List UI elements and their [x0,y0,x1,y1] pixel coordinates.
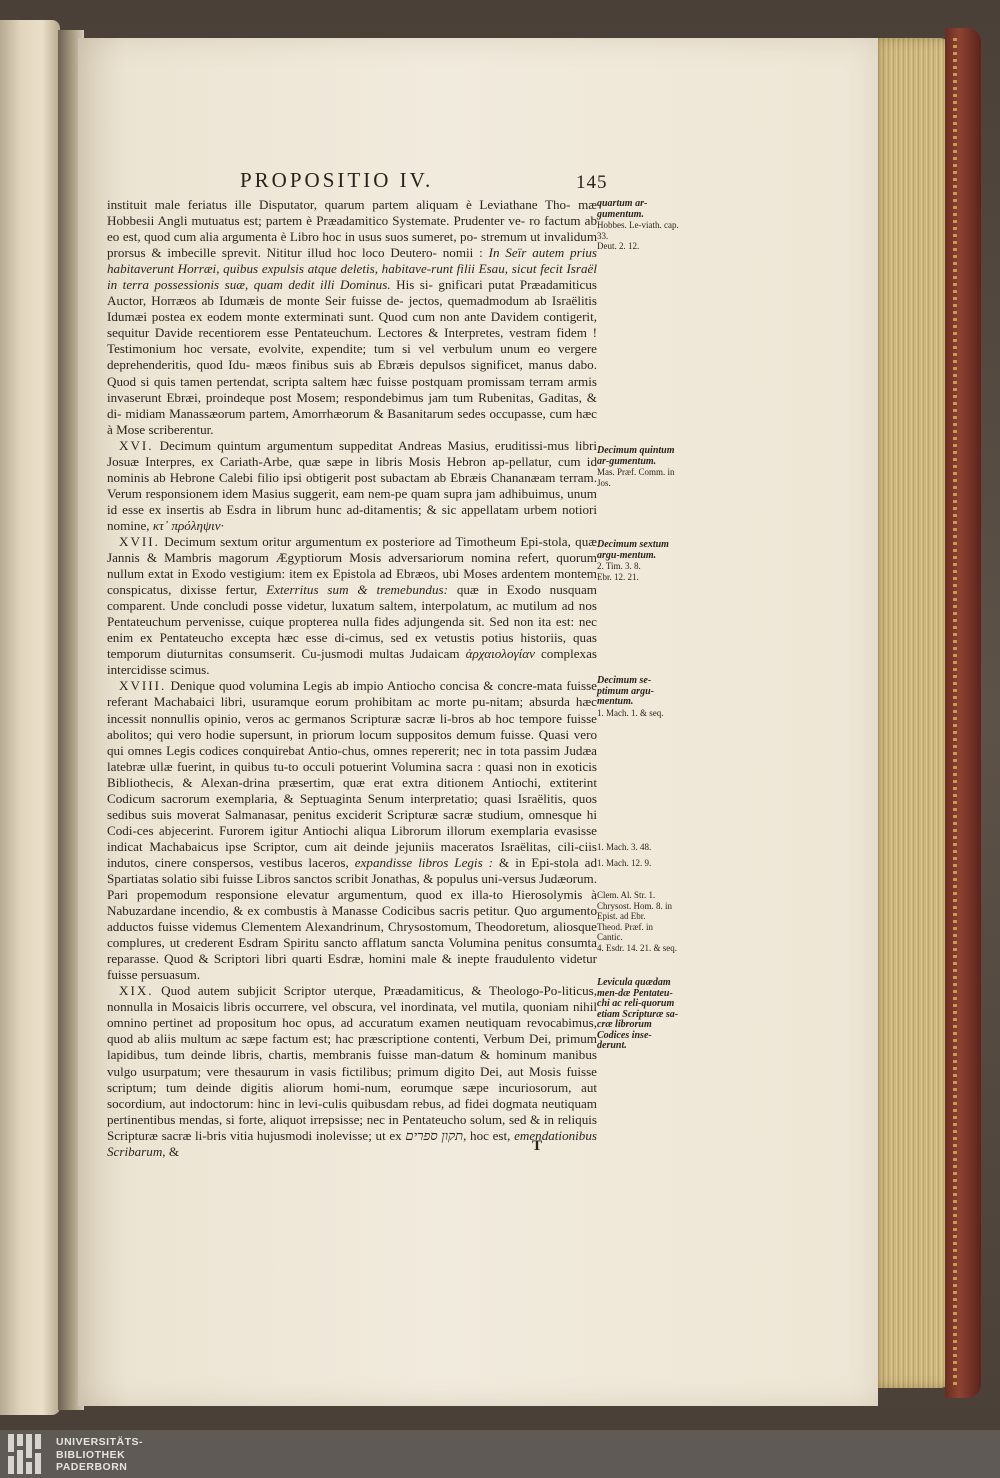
library-name-line: PADERBORN [56,1461,128,1473]
marginal-note [597,890,679,953]
running-title: PROPOSITIO IV. [240,168,434,192]
text-line: midiam Manassæorum partem, Amorrhæorum & Basanitarum sedes occupasse, cum [125,405,573,421]
text-line: evolvite, expendite; tum si vel verbulum unum eo vergere deprehenderitis, quod Idu- [107,341,597,373]
section-number: XVII. [119,533,160,549]
marginal-reference: Chrysost. Hom. 8. in Epist. ad Ebr. [597,900,673,921]
deuteronomy-quote: In Seïr autem prius habitaverunt Horræi, quibus expulsis atque deletis, habitave-runt filii Esau, sicut fecit Israël in terra possessionis suæ, quam dedit illi Dominus. [107,245,597,293]
section-text: & in Epi-stola ad Spartiatas solatio sibi fuisse Libros sanctos scribit Jonathas, & populus uni-versus Judæorum. Pari propemodum responsione elevatur argumentum, quod ex illa-to Hierosolymis à Nabuzardane incendio, & ex combustis à Manasse Codicibus sacris petitur. Quo argumento adductos fuisse videmus Clementem Alexandrinum, Chrysostomum, Theodoretum, aliosque complures, ut crederent Esdram Spiritu sancto afflatum sancta Volumina penitus consumta reparasse. Quod & Scriptori libri quarti Esdræ, homini male & inepte fraudulento videtur fuisse persuasum. [107,854,597,983]
section-text: quæ in Exodo nusquam comparent. Unde concludi posse videtur, luxatum saltem, interpolatum, ac mutilum ad nos Pentateuchum pervenisse, cuique propterea nulla fides adjungenda sit. Sed non ita est: nec enim ex Pentateucho excepta hæc esse di-cimus, sed ex vetustis potius historiis, quas temporum diuturnitas consumserit. Cu-jusmodi multas Judaicam [107,582,597,662]
text-line: pertendat, scripta saltem hæc fuisse postquam promissam terram armis invaserunt [107,373,597,405]
text-line: sunt. Quod cum non ante Davidem contigerit, sequitur Davide recentiorem esse [107,309,597,341]
marginal-note [597,540,679,582]
library-logo-icon [8,1434,44,1474]
marginal-reference: Theod. Præf. in Cantic. [597,921,653,942]
marginal-note [597,858,679,869]
page-fore-edge [870,38,950,1388]
marginal-reference: Ebr. 12. 21. [597,571,639,582]
hebrew-phrase: תקון ספרים [405,1127,464,1143]
leather-cover-edge [945,28,981,1398]
marginal-heading: Decimum quintum ar-gumentum. [597,445,675,467]
section-xviii [107,678,597,983]
left-page-edge [0,20,60,1415]
text-line: stremum ut invalidum prorsus & imbecille sprevit. Nititur illud hoc loco Deutero- [107,229,598,261]
library-footer-bar [0,1430,1000,1478]
library-name-line: BIBLIOTHEK [56,1448,126,1461]
italic-quote: emendationibus Scribarum [107,1127,597,1159]
text-line: Ebræi, proindeque post Mosem; respondebimus jam tum Rubenitas, Gaditas, & di- [107,389,597,421]
marginal-note [597,199,679,252]
text-line: mæ Hobbesii Angli mutuatus est; partem è Præadamitico Systemate. Prudenter ve- [107,197,597,229]
library-name [56,1436,143,1474]
text-line: nomii : [442,245,483,261]
marginal-reference: 1. Mach. 3. 48. [597,842,652,852]
section-xvii [107,534,597,678]
section-number: XIX. [119,983,154,999]
marginal-heading: quartum ar-gumentum. [597,198,648,220]
italic-quote: expandisse libros Legis : [354,854,494,870]
marginal-reference: 1. Mach. 12. 9. [597,858,652,868]
main-text-column [107,197,597,1160]
greek-word: ἀρχαιολογίαν [465,646,535,662]
section-text: , & [162,1143,180,1159]
text-line: mæos finibus suis ab Ebræis depulsos significet, manus dabo. Quod si quis tamen [107,357,597,389]
section-xix [107,983,597,1160]
marginal-note [597,676,679,718]
page-number: 145 [576,172,608,193]
marginal-heading: Levicula quædam men-dæ Pentateu-chi ac reli-quorum etiam Scripturæ sa-cræ librorum Codices inse-derunt. [597,977,679,1051]
marginal-heading: Decimum sextum argu-mentum. [597,539,669,561]
section-text: complexas intercidisse scimus. [107,646,597,678]
paragraph-continuation [107,197,597,438]
library-name-line: UNIVERSITÄTS- [56,1436,144,1448]
text-line: instituit male feriatus ille Disputator, quarum partem aliquam è Leviathane Tho- [107,197,571,212]
marginal-note [597,446,679,488]
section-xvi [107,438,597,534]
section-text: Decimum sextum oritur argumentum ex posteriore ad Timotheum Epi-stola, quæ Jannis & Mambris magorum Ægyptiorum Mosis adversariorum nomina refert, quorum nullum extat in Exodo vestigium: item ex Epistola ad Ebræos, ubi Moses ardentem montem conspicatus, dixisse fertur, [107,533,597,598]
section-number: XVIII. [119,678,167,694]
marginal-reference: 1. Mach. 1. & seq. [597,707,664,718]
text-line: gnificari putat Præadamiticus Auctor, Horræos ab Idumæis de monte Seir fuisse de- [107,277,598,309]
marginal-reference: Mas. Præf. Comm. in Jos. [597,467,675,488]
section-text: Decimum quintum argumentum suppeditat Andreas Masius, eruditissi-mus libri Josuæ Interpres, ex Cariath-Arbe, quæ sæpe in libris Mosis Hebron ap-pellatur, cum id nominis ab Hebrone Calebi filio ipsi obtigerit post subactam ab Ebræis Chananæam terram. Verum responsionem idem Masius suggerit, eam nem-pe quam supra jam adhibuimus, unum id esse ex insertis ab Esdra in librum hunc ad-ditamentis; & sic appellatam urbem notiori nomine, [107,437,597,533]
marginal-reference: 2. Tim. 3. 8. [597,561,641,571]
marginal-heading: Decimum se-ptimum argu-mentum. [597,675,654,707]
section-text: Quod autem subjicit Scriptor uterque, Præadamiticus, & Theologo-Po-liticus, nonnulla in Mosaicis libris occurrere, vel obscura, vel inordinata, vel mutila, quoniam nihil omnino pertinet ad propositum hoc opus, ad accuratum examen neutiquam revocabimus, quod ab aliis multum ac sæpe factum est; hac præscriptione contenti, Verbum Dei, primum lapidibus, tum deinde libris, chartis, membranis fuisse man-datum & hominum manibus vulgo usurpatum; vere thesaurum in vasis fictilibus; primum digito Dei, aut Mosis fuisse scriptum; tum deinde digitis aliorum homi-num, eorumque sæpe incuriosorum, aut socordium, aut indoctorum: hinc in levi-culis quibusdam rebus, ad fidei dogmata neutiquam pertinentibus mendas, si forte, aliquot irrepsisse; nec in Pentateucho solum, sed & in reliquis Scripturæ sacræ li-bris vitia hujusmodi inolevisse; ut ex [107,983,597,1143]
marginal-reference: Hobbes. Le-viath. cap. 33. [597,220,679,241]
text-line: jectos, quemadmodum ab Israëlitis Idumæi postea ex eodem monte exterminati [107,293,597,325]
marginal-note [597,842,679,853]
marginal-reference: Clem. Al. Str. 1. [597,890,656,900]
italic-quote: Exterritus sum & tremebundus: [266,582,448,598]
text-line: ro factum ab eo est, quod cum alia argumenta è Libro hoc in usus suos sumeret, po- [107,213,597,245]
text-line: hæc à Mose scriberentur. [107,405,597,437]
section-number: XVI. [119,437,154,453]
signature-mark: T [532,1138,543,1154]
marginal-reference: Deut. 2. 12. [597,241,640,251]
greek-phrase: κτ᾽ πρόληψιν· [152,517,224,533]
marginal-note [597,978,679,1052]
text-line: Pentateuchum. Lectores & Interpretes, vestram fidem ! Testimonium hoc versate, [107,325,597,357]
marginal-reference: 4. Esdr. 14. 21. & seq. [597,942,677,953]
section-text: Denique quod volumina Legis ab impio Antiocho concisa & concre-mata fuisse referant Machabaici libri, usuramque eorum prohibitam ac morte pu-nitam; absurda hæc incessit nonnullis opinio, veros ac germanos Scripturæ sacræ li-bros ab hoc tempore fuisse abolitos; qui vero hodie supersunt, in priorum locum suppositos demum fuisse. Quasi vero qui omnes Legis codices conquirebat Antio-chus, omnes repererit; nec in tota passim Judæa latebræ ullæ fuerint, in quibus tu-to occuli potuerint Volumina sacra : quasi non in exoticis Bibliothecis, & Alexan-drina præsertim, quæ erat extra ditionem Antiochi, extiterint Codicum sacrorum exemplaria, & Septuaginta Senum interpretatio; quasi Israëlitis, quos sedibus suis moverat Salmanasar, penitus exciderit Scripturæ sacræ studium, omnesque hi Codi-ces abjecerint. Furorem igitur Antiochi aliqua Librorum illorum exemplaria evasisse indicat Machabaicus ipse Scriptor, cum ait deinde jejuniis maceratos Israëlitas, cili-ciis indutos, cinere conspersos, vestibus laceros, [107,678,597,870]
section-text: , hoc est, [463,1127,511,1143]
text-line: His si- [396,277,433,293]
